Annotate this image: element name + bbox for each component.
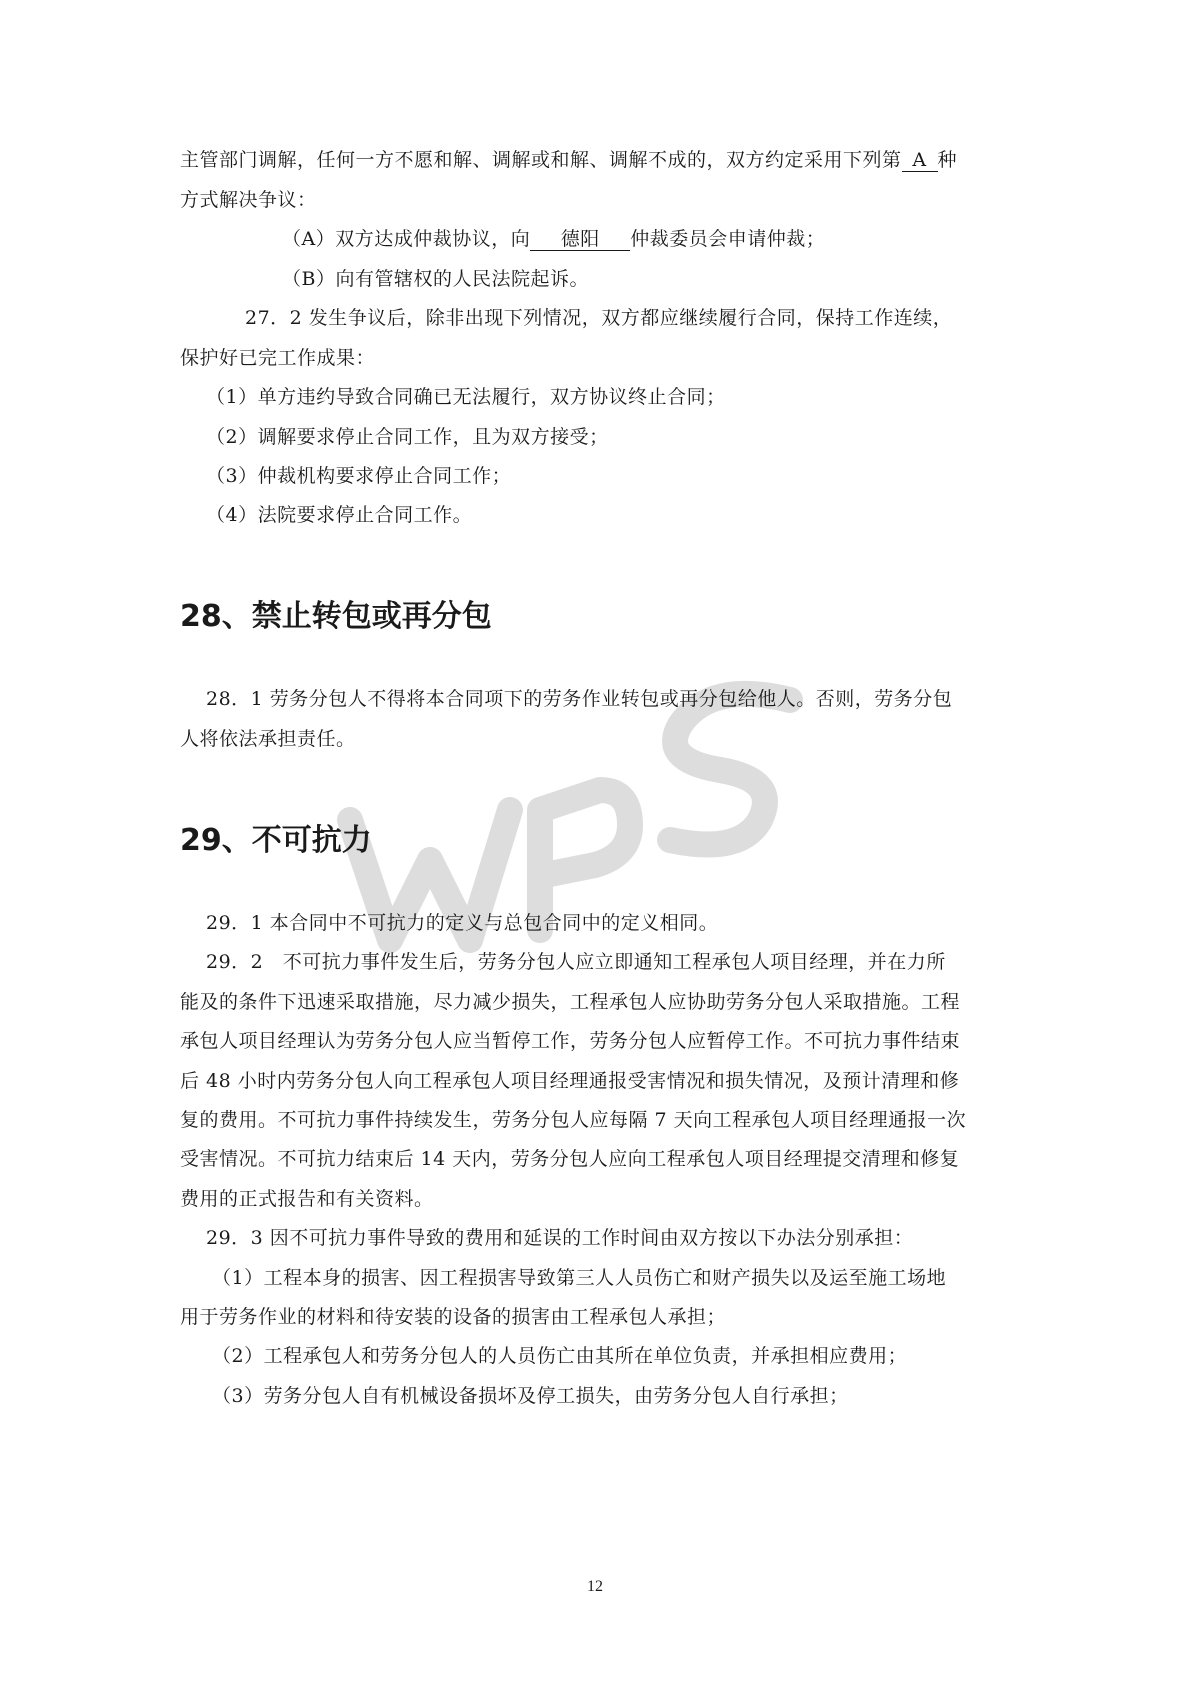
list-item: （2）工程承包人和劳务分包人的人员伤亡由其所在单位负责，并承担相应费用； — [212, 1345, 908, 1367]
section-heading-29: 29、不可抗力 — [180, 823, 372, 858]
paragraph-line: 用于劳务作业的材料和待安装的设备的损害由工程承包人承担； — [180, 1306, 727, 1328]
clause-29-2: 29．2 不可抗力事件发生后，劳务分包人应立即通知工程承包人项目经理，并在力所 — [206, 951, 946, 973]
paragraph-line: 主管部门调解，任何一方不愿和解、调解或和解、调解不成的，双方约定采用下列第 A 种 — [180, 149, 958, 171]
paragraph-line: 人将依法承担责任。 — [180, 728, 356, 750]
paragraph-line: 方式解决争议： — [180, 189, 317, 211]
paragraph-line: 费用的正式报告和有关资料。 — [180, 1188, 434, 1210]
paragraph-line: 能及的条件下迅速采取措施，尽力减少损失，工程承包人应协助劳务分包人采取措施。工程 — [180, 991, 961, 1013]
clause-28-1: 28．1 劳务分包人不得将本合同项下的劳务作业转包或再分包给他人。否则，劳务分包 — [206, 688, 953, 710]
paragraph-line: 保护好已完工作成果： — [180, 347, 376, 369]
paragraph-line: 承包人项目经理认为劳务分包人应当暂停工作，劳务分包人应暂停工作。不可抗力事件结束 — [180, 1030, 961, 1052]
list-item: （3）仲裁机构要求停止合同工作； — [206, 465, 512, 487]
clause-29-1: 29．1 本合同中不可抗力的定义与总包合同中的定义相同。 — [206, 912, 719, 934]
option-b: （B）向有管辖权的人民法院起诉。 — [282, 268, 589, 290]
paragraph-line: 后 48 小时内劳务分包人向工程承包人项目经理通报受害情况和损失情况，及预计清理和修 — [180, 1070, 960, 1092]
arbitration-place: 德阳 — [530, 228, 630, 251]
clause-27-2: 27．2 发生争议后，除非出现下列情况，双方都应继续履行合同，保持工作连续， — [245, 307, 953, 329]
paragraph-line: 复的费用。不可抗力事件持续发生，劳务分包人应每隔 7 天向工程承包人项目经理通报一次 — [180, 1109, 967, 1131]
list-item: （3）劳务分包人自有机械设备损坏及停工损失，由劳务分包人自行承担； — [212, 1385, 849, 1407]
clause-29-3: 29．3 因不可抗力事件导致的费用和延误的工作时间由双方按以下办法分别承担： — [206, 1227, 914, 1249]
page-number: 12 — [587, 1578, 603, 1595]
list-item: （1）工程本身的损害、因工程损害导致第三人人员伤亡和财产损失以及运至施工场地 — [212, 1267, 947, 1289]
dispute-method-choice: A — [902, 149, 938, 172]
section-heading-28: 28、禁止转包或再分包 — [180, 599, 492, 634]
list-item: （4）法院要求停止合同工作。 — [206, 504, 473, 526]
paragraph-line: 受害情况。不可抗力结束后 14 天内，劳务分包人应向工程承包人项目经理提交清理和修复 — [180, 1148, 960, 1170]
list-item: （2）调解要求停止合同工作，且为双方接受； — [206, 426, 609, 448]
option-a: （A）双方达成仲裁协议，向 德阳 仲裁委员会申请仲裁； — [282, 228, 826, 250]
list-item: （1）单方违约导致合同确已无法履行，双方协议终止合同； — [206, 386, 726, 408]
